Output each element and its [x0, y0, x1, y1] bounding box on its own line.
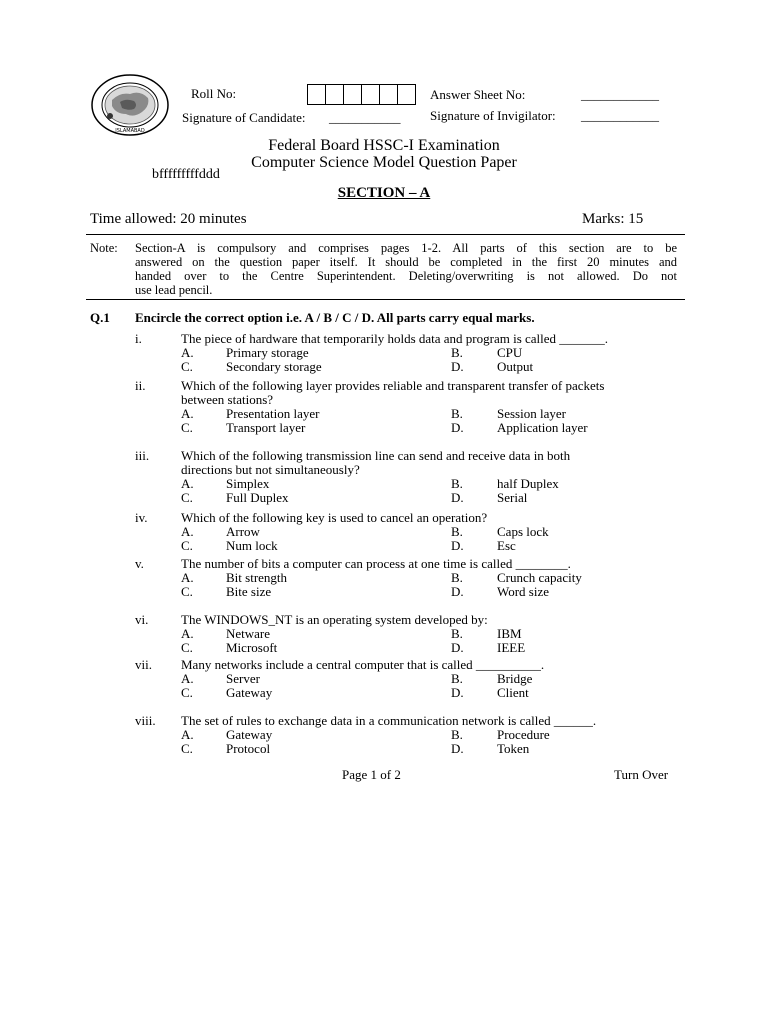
item-stem-line: Many networks include a central computer that is called __________. [181, 657, 545, 672]
divider-bottom [86, 299, 685, 300]
option-letter[interactable]: C. [181, 741, 193, 756]
option-text[interactable]: Word size [497, 584, 550, 599]
item-number: i. [135, 331, 142, 346]
option-letter[interactable]: D. [451, 584, 464, 599]
item-number: vi. [135, 612, 149, 627]
option-letter[interactable]: B. [451, 345, 463, 360]
option-text[interactable]: Application layer [497, 420, 588, 435]
option-text[interactable]: Full Duplex [226, 490, 289, 505]
option-text[interactable]: Protocol [226, 741, 271, 756]
option-letter[interactable]: C. [181, 584, 193, 599]
divider-top [86, 234, 685, 235]
item-number: iv. [135, 510, 148, 525]
option-letter[interactable]: D. [451, 741, 464, 756]
option-letter[interactable]: A. [181, 345, 194, 360]
stray-text: bfffffffffddd [152, 167, 220, 182]
option-letter[interactable]: D. [451, 685, 464, 700]
option-letter[interactable]: B. [451, 671, 463, 686]
signature-invigilator-blank[interactable]: ____________ [581, 108, 659, 123]
option-letter[interactable]: C. [181, 359, 193, 374]
option-letter[interactable]: D. [451, 490, 464, 505]
option-text[interactable]: Output [497, 359, 534, 374]
option-text[interactable]: Procedure [497, 727, 550, 742]
item-number: vii. [135, 657, 152, 672]
option-text[interactable]: IBM [497, 626, 522, 641]
roll-no-boxes[interactable] [307, 84, 416, 105]
option-letter[interactable]: A. [181, 727, 194, 742]
option-letter[interactable]: D. [451, 538, 464, 553]
option-letter[interactable]: D. [451, 640, 464, 655]
item-stem-line: The piece of hardware that temporarily holds data and program is called _______. [181, 331, 609, 346]
option-text[interactable]: CPU [497, 345, 523, 360]
option-letter[interactable]: B. [451, 727, 463, 742]
option-text[interactable]: Caps lock [497, 524, 549, 539]
section-title: SECTION – A [337, 185, 431, 201]
answer-sheet-label: Answer Sheet No: [430, 87, 526, 102]
option-text[interactable]: Transport layer [226, 420, 306, 435]
option-text[interactable]: Session layer [497, 406, 566, 421]
note-line-4: use lead pencil. [135, 283, 213, 297]
option-text[interactable]: Presentation layer [226, 406, 320, 421]
option-text[interactable]: Netware [226, 626, 271, 641]
option-letter[interactable]: A. [181, 406, 194, 421]
option-text[interactable]: Gateway [226, 727, 273, 742]
option-text[interactable]: Token [497, 741, 530, 756]
answer-sheet-blank[interactable]: ____________ [581, 87, 659, 102]
option-text[interactable]: half Duplex [497, 476, 559, 491]
option-text[interactable]: Server [226, 671, 260, 686]
note-line-1: Section-A is compulsory and comprises pages 1-2. All parts of this section are to be [135, 241, 677, 255]
item-stem-line: Which of the following key is used to cancel an operation? [181, 510, 488, 525]
option-text[interactable]: Gateway [226, 685, 273, 700]
option-text[interactable]: Primary storage [226, 345, 309, 360]
option-text[interactable]: Num lock [226, 538, 278, 553]
option-letter[interactable]: C. [181, 490, 193, 505]
option-letter[interactable]: B. [451, 570, 463, 585]
option-letter[interactable]: B. [451, 406, 463, 421]
option-letter[interactable]: A. [181, 476, 194, 491]
option-letter[interactable]: B. [451, 476, 463, 491]
option-text[interactable]: Client [497, 685, 529, 700]
option-letter[interactable]: A. [181, 524, 194, 539]
time-allowed: Time allowed: 20 minutes [90, 211, 247, 227]
roll-no-label: Roll No: [191, 86, 237, 101]
board-logo [90, 74, 170, 136]
signature-invigilator-label: Signature of Invigilator: [430, 108, 556, 123]
option-letter[interactable]: D. [451, 420, 464, 435]
option-text[interactable]: Bite size [226, 584, 272, 599]
svg-text:ISLAMABAD: ISLAMABAD [115, 128, 145, 134]
option-letter[interactable]: C. [181, 685, 193, 700]
item-stem-line: The number of bits a computer can process at one time is called ________. [181, 556, 571, 571]
option-text[interactable]: Microsoft [226, 640, 278, 655]
item-stem-line: directions but not simultaneously? [181, 462, 360, 477]
turn-over: Turn Over [614, 767, 669, 782]
item-number: viii. [135, 713, 156, 728]
note-line-3: handed over to the Centre Superintendent. Deleting/overwriting is not allowed. Do not [135, 269, 677, 283]
item-number: iii. [135, 448, 150, 463]
option-text[interactable]: Crunch capacity [497, 570, 582, 585]
exam-title: Federal Board HSSC-I Examination [268, 137, 500, 154]
item-stem-line: The set of rules to exchange data in a communication network is called ______. [181, 713, 597, 728]
note-label: Note: [90, 241, 118, 255]
option-letter[interactable]: B. [451, 524, 463, 539]
option-letter[interactable]: A. [181, 671, 194, 686]
option-letter[interactable]: C. [181, 640, 193, 655]
item-stem-line: The WINDOWS_NT is an operating system developed by: [181, 612, 488, 627]
option-letter[interactable]: D. [451, 359, 464, 374]
option-text[interactable]: Bridge [497, 671, 533, 686]
signature-candidate-blank[interactable]: ___________ [329, 110, 401, 125]
option-text[interactable]: IEEE [497, 640, 526, 655]
option-letter[interactable]: C. [181, 538, 193, 553]
option-text[interactable]: Esc [497, 538, 516, 553]
option-letter[interactable]: B. [451, 626, 463, 641]
option-letter[interactable]: C. [181, 420, 193, 435]
option-letter[interactable]: A. [181, 570, 194, 585]
item-stem-line: Which of the following transmission line can send and receive data in both [181, 448, 571, 463]
question-instruction: Encircle the correct option i.e. A / B / C / D. All parts carry equal marks. [135, 310, 535, 325]
option-text[interactable]: Secondary storage [226, 359, 322, 374]
note-line-2: answered on the question paper itself. It should be completed in the first 20 minutes and [135, 255, 677, 269]
option-text[interactable]: Bit strength [226, 570, 288, 585]
paper-title: Computer Science Model Question Paper [251, 154, 517, 171]
option-text[interactable]: Arrow [226, 524, 260, 539]
question-number: Q.1 [90, 310, 110, 325]
item-stem-line: Which of the following layer provides reliable and transparent transfer of packets [181, 378, 605, 393]
signature-candidate-label: Signature of Candidate: [182, 110, 306, 125]
item-stem-line: between stations? [181, 392, 274, 407]
item-number: v. [135, 556, 144, 571]
page-number: Page 1 of 2 [342, 767, 401, 782]
item-number: ii. [135, 378, 146, 393]
option-text[interactable]: Serial [497, 490, 528, 505]
option-text[interactable]: Simplex [226, 476, 270, 491]
marks: Marks: 15 [582, 211, 644, 227]
option-letter[interactable]: A. [181, 626, 194, 641]
